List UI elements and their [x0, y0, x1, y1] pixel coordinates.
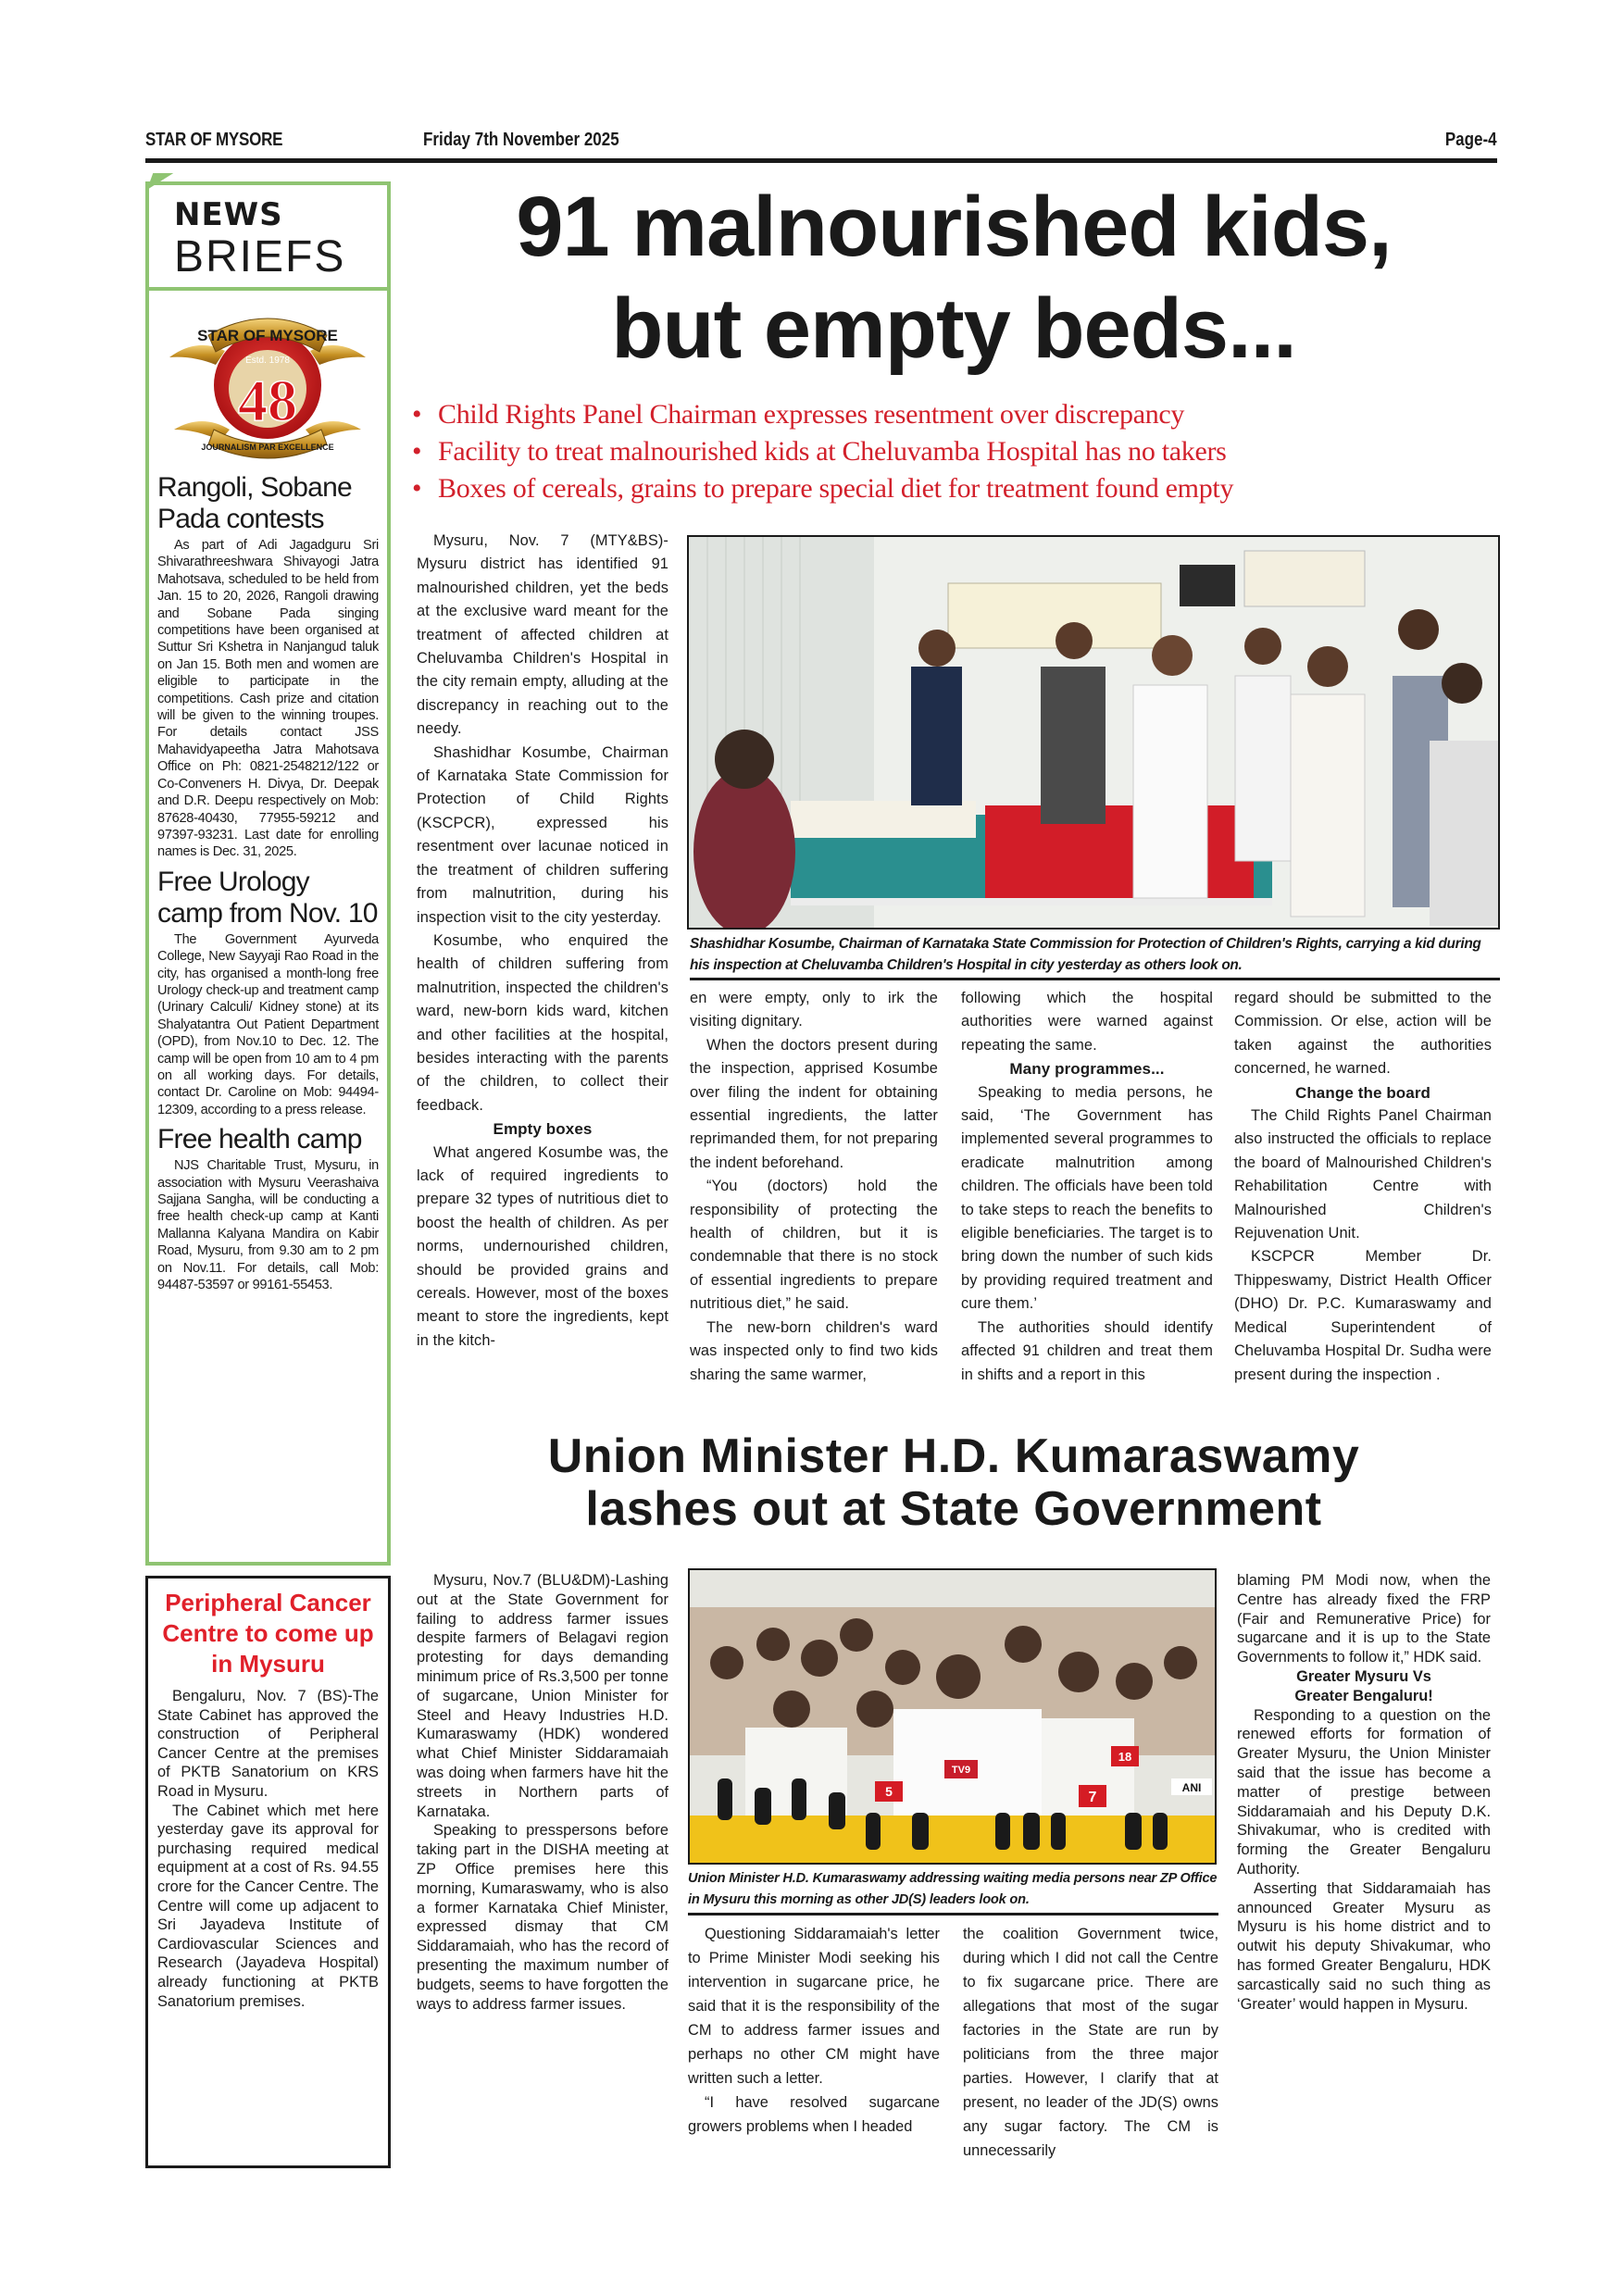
logo-established: Estd. 1978	[245, 356, 290, 366]
mic-label: TV9	[951, 1765, 971, 1776]
deck-item: • Facility to treat malnourished kids at Cheluvamba Hospital has no takers	[412, 433, 1505, 470]
subhead-change-board: Change the board	[1294, 1083, 1431, 1102]
news-briefs-sidebar	[145, 181, 391, 1566]
media-briefing-photo	[688, 1568, 1217, 1865]
lead-column-1: Mysuru, Nov. 7 (MTY&BS)-Mysuru district has identified 91 malnourished children, yet the beds at the exclusive ward meant for the treatment of affected children at Cheluvamba Children's Hospital in the city remain empty, alluding at the discrepancy in reaching out to the needy. Shashidhar Kosumbe, Chairman of Karnataka State Commission for Protection of Child Rights (KSCPCR), expressed his resentment over lacunae noticed in the treatment of children suffering from malnutrition, during his inspection visit to the city yesterday. Kosumbe, who enquired the health of children suffering from malnutrition, inspected the children's ward, new-born kids ward, kitchen and other facilities at the hospital, besides interacting with the parents of the children, to collect their feedback. Empty boxes What angered Kosumbe was, the lack of required ingredients to prepare 32 types of nutritious diet to boost the health of children. As per norms, undernourished children, should be provided grains and cereals. However, most of the boxes meant to store the ingredients, kept in the kitch-	[417, 532, 668, 1349]
mic-label: 5	[885, 1784, 893, 1799]
paper-name: STAR OF MYSORE	[145, 130, 283, 150]
brief-title-health-camp: Free health camp	[157, 1124, 362, 1155]
lead-column-2: en were empty, only to irk the visiting dignitary. When the doctors present during the inspection, apprised Kosumbe over filing the indent for obtaining essential ingredients, the latter reprimanded them, for not preparing the indent beforehand. “You (doctors) hold the responsibility of protecting the health of children, but it is condemnable that there is no stock of essential ingredients to prepare nutritious diet,” he said. The new-born children's ward was inspected only to find two kids sharing the same warmer,	[690, 990, 938, 1383]
lead-column-3: following which the hospital authorities were warned against repeating the same. Many programmes... Speaking to media persons, he said, ‘The Government has implemented several programmes to eradicate malnutrition among children. The officials have been told to take steps to reach the benefits to eligible beneficiaries. The target is to bring down the number of such kids by providing required treatment and cure them.’ The authorities should identify affected 91 children and treat them in shifts and a report in this	[961, 990, 1213, 1383]
second-photo-caption: Union Minister H.D. Kumaraswamy addressing waiting media persons near ZP Office in Mysuru this morning as other JD(S) leaders look on.	[688, 1868, 1218, 1915]
masthead-rule	[145, 158, 1497, 163]
bullet-icon: •	[412, 399, 422, 430]
second-column-2: Questioning Siddaramaiah's letter to Prime Minister Modi seeking his intervention in sugarcane price, he said that it is the responsibility of the CM to address farmer issues and perhaps no other CM might have written such a letter. “I have resolved sugarcane growers problems when I headed	[688, 1926, 940, 2135]
mic-label: ANI	[1181, 1781, 1202, 1794]
lead-photo-caption: Shashidhar Kosumbe, Chairman of Karnataka State Commission for Protection of Children's Rights, carrying a kid during his inspection at Cheluvamba Children's Hospital in city yesterday as others look on.	[690, 933, 1500, 980]
brief-body-urology: The Government Ayurveda College, New Sayyaji Rao Road in the city, has organised a month-long free Urology check-up and treatment camp (Urinary Calculi/ Kidney stone) at its Shalyatantra Out Patient Department (OPD), from Nov.10 to Dec. 12. The camp will be open from 10 am to 4 pm on all working days. For details, contact Dr. Caroline on Mob: 94494-12309, according to a press release.	[157, 931, 379, 1117]
news-label: NEWS	[174, 196, 283, 233]
logo-number: 48	[238, 368, 297, 433]
hospital-inspection-photo	[687, 535, 1500, 930]
deck-item: • Child Rights Panel Chairman expresses resentment over discrepancy	[412, 396, 1505, 433]
cancer-centre-story	[145, 1576, 391, 2168]
brief-body-rangoli: As part of Adi Jagadguru Sri Shivarathreeshwara Shivayogi Jatra Mahotsava, scheduled to be held from Jan. 15 to 20, 2026, Rangoli drawing and Sobane Pada singing competitions have been organised at Suttur Sri Kshetra in Nanjangud taluk on Jan 15. Both men and women are eligible to participate in the competitions. Cash prize and citation will be given to the winning troupes. For details contact JSS Mahavidyapeetha Jatra Mahotsava Office on Ph: 0821-2548212/122 or Co-Conveners H. Divya, Dr. Deepak and D.R. Deepu respectively on Mob: 87628-40430, 77955-59212 and 97397-93231. Last date for enrolling names is Dec. 31, 2025.	[157, 538, 379, 860]
cancer-story-headline: Peripheral Cancer Centre to come up in Mysuru	[162, 1589, 374, 1678]
brief-body-health-camp: NJS Charitable Trust, Mysuru, in association with Mysuru Veerashaiva Sajjana Sangha, will be conducting a free health check-up camp at Kanti Mallanna Kalyana Mandira on Kabir Road, Mysuru, from 9.30 am to 2 pm on Nov.11. For details, call Mob: 94487-53597 or 99161-55453.	[157, 1158, 379, 1293]
logo-banner-text: STAR OF MYSORE	[197, 327, 338, 344]
cancer-story-body: Bengaluru, Nov. 7 (BS)-The State Cabinet has approved the construction of Peripheral Cancer Centre at the premises of PKTB Sanatorium on KRS Road in Mysuru. The Cabinet which met here yesterday gave its approval for purchasing required medical equipment at a cost of Rs. 94.55 crore for the Cancer Centre. The Centre will come up adjacent to Sri Jayadeva Institute of Cardiovascular Sciences and Research (Jayadeva Hospital) already functioning at PKTB Sanatorium premises.	[157, 1688, 379, 2010]
second-column-1: Mysuru, Nov.7 (BLU&DM)-Lashing out at the State Government for failing to address farmer issues despite farmers of Belagavi region protesting for days demanding minimum price of Rs.3,500 per tonne of sugarcane, Union Minister for Steel and Heavy Industries H.D. Kumaraswamy (HDK) wondered what Chief Minister Siddaramaiah was doing when farmers have hit the streets in Northern parts of Karnataka. Speaking to presspersons before taking part in the DISHA meeting at ZP Office premises here this morning, Kumaraswamy, who is also a former Karnataka Chief Minister, expressed dismay that CM Siddaramaiah, who has the record of presenting the maximum number of budgets, seems to have forgotten the ways to address farmer issues.	[417, 1572, 668, 2013]
second-headline: Union Minister H.D. Kumaraswamy lashes out at State Government	[547, 1429, 1360, 1536]
bullet-icon: •	[412, 436, 422, 467]
brief-title-rangoli: Rangoli, Sobane Pada contests	[157, 472, 352, 534]
lead-column-4: regard should be submitted to the Commission. Or else, action will be taken against the authorities concerned, he warned. Change the board The Child Rights Panel Chairman also instructed the officials to replace the board of Malnourished Children's Rehabilitation Centre with Malnourished Children's Rejuvenation Unit. KSCPCR Member Dr. Thippeswamy, District Health Officer (DHO) Dr. P.C. Kumaraswamy and Medical Superintendent of Cheluvamba Hospital Dr. Sudha were present during the inspection .	[1234, 990, 1492, 1383]
subhead-many-programmes: Many programmes...	[1009, 1060, 1165, 1079]
photo-illustration	[689, 537, 1500, 930]
second-column-3: the coalition Government twice, during which I did not call the Centre to fix sugarcane price. There are allegations that most of the sugar factories in the State are run by politicians from the three major parties. However, I clarify that at present, no leader of the JD(S) owns any sugar factory. The CM is unnecessarily	[963, 1926, 1218, 2159]
brief-title-urology: Free Urology camp from Nov. 10	[157, 866, 378, 929]
briefs-list	[149, 472, 387, 1293]
mic-label: 18	[1118, 1750, 1132, 1764]
briefs-label: BRIEFS	[174, 232, 346, 281]
second-column-4: blaming PM Modi now, when the Centre has already fixed the FRP (Fair and Remunerative Price) for sugarcane and it is up to the State Governments to follow it,” HDK said. Greater Mysuru Vs Greater Bengaluru! Responding to a question on the renewed efforts for formation of Greater Mysuru, the Union Minister said that the issue has become a matter of prestige between Siddaramaiah and his Deputy D.K. Shivakumar, who is credited with forming the Greater Bengaluru Authority. Asserting that Siddaramaiah has announced Greater Mysuru as Mysuru is his home district and to outwit his deputy Shivakumar, who has formed Greater Bengaluru, HDK sarcastically said no such thing as ‘Greater’ would happen in Mysuru.	[1237, 1572, 1491, 2013]
issue-date: Friday 7th November 2025	[423, 130, 619, 150]
deck-item: • Boxes of cereals, grains to prepare special diet for treatment found empty	[412, 470, 1505, 507]
mic-label: 7	[1088, 1790, 1097, 1805]
page-number: Page-4	[1445, 130, 1497, 150]
bullet-icon: •	[412, 473, 422, 504]
lead-headline: 91 malnourished kids, but empty beds...	[516, 180, 1392, 376]
subhead-empty-boxes: Empty boxes	[493, 1120, 593, 1139]
photo-illustration	[690, 1570, 1217, 1865]
star-of-mysore-48-logo	[160, 300, 375, 467]
subhead-greater-mysuru: Greater Mysuru Vs Greater Bengaluru!	[1294, 1667, 1433, 1704]
masthead	[145, 130, 1497, 159]
logo-tagline: JOURNALISM PAR EXCELLENCE	[201, 443, 334, 452]
lead-decks	[412, 396, 1505, 507]
news-briefs-header	[149, 185, 387, 291]
